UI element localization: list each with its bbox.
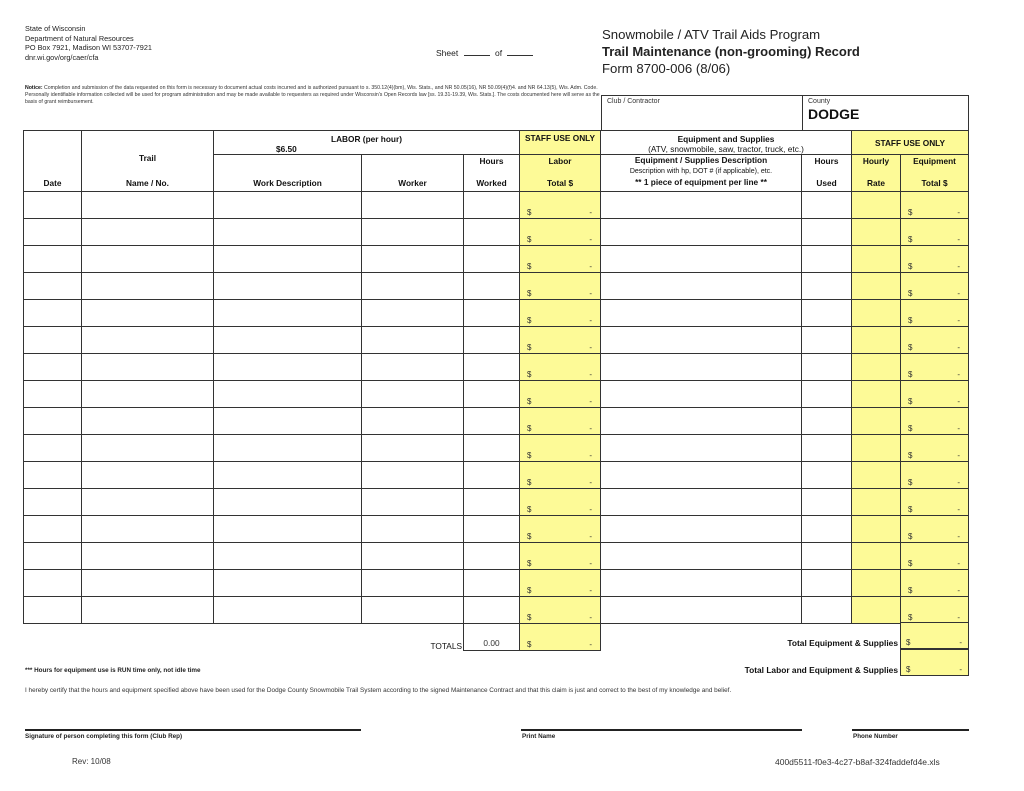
hours-used-cell[interactable] — [802, 462, 852, 489]
hourly-rate-cell[interactable] — [852, 570, 901, 597]
totals-hours: 0.00 — [464, 624, 520, 651]
trail-cell[interactable] — [82, 381, 214, 408]
equipment-total-cell: $ - — [901, 381, 969, 408]
table-row — [24, 435, 969, 462]
equipment-total-cell: $ - — [901, 327, 969, 354]
equipment-description-cell[interactable] — [601, 300, 802, 327]
work-description-cell[interactable] — [214, 327, 362, 354]
trail-cell[interactable] — [82, 246, 214, 273]
trail-cell[interactable] — [82, 273, 214, 300]
col-hours-worked-header: Hours Worked — [464, 155, 520, 192]
program-header — [602, 26, 860, 77]
totals-labor: $ - — [520, 624, 601, 651]
date-cell[interactable] — [24, 381, 82, 408]
table-row — [24, 543, 969, 570]
agency-state: State of Wisconsin — [25, 24, 86, 33]
hourly-rate-cell[interactable] — [852, 300, 901, 327]
work-description-cell[interactable] — [214, 381, 362, 408]
worker-cell[interactable] — [362, 327, 464, 354]
form-title: Trail Maintenance (non-grooming) Record — [602, 44, 860, 59]
hours-used-cell[interactable] — [802, 381, 852, 408]
worker-cell[interactable] — [362, 354, 464, 381]
staff-use-only-equipment-header: STAFF USE ONLY — [852, 131, 969, 155]
date-cell[interactable] — [24, 354, 82, 381]
club-county-box — [601, 95, 969, 131]
worker-cell[interactable] — [362, 192, 464, 219]
certification-statement: I hereby certify that the hours and equipment specified above have been used for the Dodge County Snowmobile Trail System according to the signed Maintenance Contract and that this claim is just and correct to the best of my knowledge and belief. — [25, 687, 732, 694]
equipment-total-cell: $ - — [901, 597, 969, 624]
equipment-header: Equipment and Supplies — [677, 134, 775, 144]
work-description-cell[interactable] — [214, 300, 362, 327]
labor-header: LABOR (per hour) — [331, 134, 402, 144]
county-value: DODGE — [808, 106, 860, 122]
work-description-cell[interactable] — [214, 543, 362, 570]
labor-total-cell: $ - — [520, 543, 601, 570]
labor-total-cell: $ - — [520, 273, 601, 300]
equipment-total-cell: $ - — [901, 219, 969, 246]
equipment-total-cell: $ - — [901, 435, 969, 462]
work-description-cell[interactable] — [214, 246, 362, 273]
date-cell[interactable] — [24, 300, 82, 327]
table-row — [24, 192, 969, 219]
notice-text: Completion and submission of the data requested on this form is necessary to document actual costs incurred and is authorized pursuant to s. 350.12(4)(bm), Wis. Stats., and NR 50.05(16), NR 50.09(4)(f)4. and NR 64.13(5), Wis. Adm. Code. Personally identifiable information collected will be used for program administration and may be made available to requesters as required under Wisconsin's Open Records law [ss. 19.31-19.39, Wis. Stats.]. The costs documented here will serve as the basis of grant reimbursement. — [25, 85, 600, 105]
trail-cell[interactable] — [82, 408, 214, 435]
work-description-cell[interactable] — [214, 597, 362, 624]
table-row — [24, 381, 969, 408]
col-hours-used-header: Hours Used — [802, 155, 852, 192]
trail-cell[interactable] — [82, 219, 214, 246]
equipment-description-cell[interactable] — [601, 462, 802, 489]
labor-total-cell: $ - — [520, 192, 601, 219]
worker-cell[interactable] — [362, 219, 464, 246]
date-cell[interactable] — [24, 246, 82, 273]
hours-used-cell[interactable] — [802, 597, 852, 624]
hourly-rate-cell[interactable] — [852, 462, 901, 489]
date-cell[interactable] — [24, 489, 82, 516]
print-name-line[interactable] — [521, 729, 802, 731]
table-row — [24, 408, 969, 435]
hourly-rate-cell[interactable] — [852, 219, 901, 246]
hourly-rate-cell[interactable] — [852, 489, 901, 516]
labor-total-cell: $ - — [520, 381, 601, 408]
date-cell[interactable] — [24, 327, 82, 354]
hours-worked-cell[interactable] — [464, 300, 520, 327]
work-description-cell[interactable] — [214, 408, 362, 435]
hours-worked-cell[interactable] — [464, 516, 520, 543]
worker-cell[interactable] — [362, 300, 464, 327]
table-row — [24, 354, 969, 381]
hours-worked-cell[interactable] — [464, 381, 520, 408]
hourly-rate-cell[interactable] — [852, 597, 901, 624]
agency-department: Department of Natural Resources — [25, 33, 134, 43]
work-description-cell[interactable] — [214, 192, 362, 219]
hours-used-cell[interactable] — [802, 273, 852, 300]
labor-rate: $6.50 — [276, 144, 297, 154]
trail-cell[interactable] — [82, 462, 214, 489]
revision-label: Rev: 10/08 — [72, 757, 111, 766]
table-row — [24, 219, 969, 246]
sheet-number-field[interactable] — [464, 48, 490, 56]
work-description-cell[interactable] — [214, 570, 362, 597]
hourly-rate-cell[interactable] — [852, 273, 901, 300]
date-cell[interactable] — [24, 408, 82, 435]
equipment-total-cell: $ - — [901, 273, 969, 300]
table-row — [24, 462, 969, 489]
hours-used-cell[interactable] — [802, 435, 852, 462]
hourly-rate-cell[interactable] — [852, 327, 901, 354]
trail-cell[interactable] — [82, 435, 214, 462]
signature-label: Signature of person completing this form (Club Rep) — [25, 733, 183, 740]
labor-total-cell: $ - — [520, 246, 601, 273]
hourly-rate-cell[interactable] — [852, 246, 901, 273]
trail-cell[interactable] — [82, 489, 214, 516]
labor-group-header — [214, 131, 520, 155]
date-cell[interactable] — [24, 543, 82, 570]
program-title: Snowmobile / ATV Trail Aids Program — [602, 27, 821, 42]
equipment-description-cell[interactable] — [601, 408, 802, 435]
table-row — [24, 516, 969, 543]
equipment-description-cell[interactable] — [601, 516, 802, 543]
equipment-hours-footnote: *** Hours for equipment use is RUN time only, not idle time — [25, 667, 201, 674]
equipment-description-cell[interactable] — [601, 273, 802, 300]
worker-cell[interactable] — [362, 435, 464, 462]
hours-used-cell[interactable] — [802, 219, 852, 246]
hours-worked-cell[interactable] — [464, 570, 520, 597]
worker-cell[interactable] — [362, 462, 464, 489]
hours-worked-cell[interactable] — [464, 273, 520, 300]
work-description-cell[interactable] — [214, 516, 362, 543]
hourly-rate-cell[interactable] — [852, 381, 901, 408]
hourly-rate-cell[interactable] — [852, 192, 901, 219]
hours-used-cell[interactable] — [802, 246, 852, 273]
hours-used-cell[interactable] — [802, 570, 852, 597]
hours-worked-cell[interactable] — [464, 462, 520, 489]
trail-cell[interactable] — [82, 570, 214, 597]
equipment-group-header — [601, 131, 852, 155]
col-worker-header: Worker — [362, 155, 464, 192]
date-cell[interactable] — [24, 516, 82, 543]
file-name: 400d5511-f0e3-4c27-b8af-324faddefd4e.xls — [775, 757, 940, 767]
equipment-description-cell[interactable] — [601, 543, 802, 570]
equipment-subheader: (ATV, snowmobile, saw, tractor, truck, etc.) — [648, 144, 804, 154]
print-name-label: Print Name — [522, 733, 556, 740]
worker-cell[interactable] — [362, 273, 464, 300]
worker-cell[interactable] — [362, 489, 464, 516]
equipment-total-cell: $ - — [901, 354, 969, 381]
equipment-description-cell[interactable] — [601, 597, 802, 624]
grand-total-value: $ - — [900, 649, 969, 676]
hourly-rate-cell[interactable] — [852, 408, 901, 435]
date-cell[interactable] — [24, 273, 82, 300]
table-row — [24, 327, 969, 354]
hourly-rate-cell[interactable] — [852, 435, 901, 462]
equipment-total-cell: $ - — [901, 408, 969, 435]
labor-total-cell: $ - — [520, 408, 601, 435]
club-contractor-field[interactable] — [602, 96, 803, 130]
col-trail-header: Trail Name / No. — [82, 131, 214, 192]
hours-used-cell[interactable] — [802, 327, 852, 354]
table-body — [24, 192, 969, 651]
hours-used-cell[interactable] — [802, 543, 852, 570]
table-row — [24, 273, 969, 300]
agency-website: dnr.wi.gov/org/caer/cfa — [25, 52, 99, 62]
hours-worked-cell[interactable] — [464, 327, 520, 354]
labor-total-cell: $ - — [520, 597, 601, 624]
phone-number-line[interactable] — [852, 729, 969, 731]
hourly-rate-cell[interactable] — [852, 354, 901, 381]
equipment-total-cell: $ - — [901, 489, 969, 516]
labor-total-cell: $ - — [520, 489, 601, 516]
hours-used-cell[interactable] — [802, 354, 852, 381]
hours-used-cell[interactable] — [802, 408, 852, 435]
equipment-total-cell: $ - — [901, 192, 969, 219]
work-description-cell[interactable] — [214, 273, 362, 300]
col-hourly-rate-header: Hourly Rate — [852, 155, 901, 192]
form-number: Form 8700-006 (8/06) — [602, 61, 731, 76]
table-row — [24, 489, 969, 516]
hours-worked-cell[interactable] — [464, 543, 520, 570]
date-cell[interactable] — [24, 570, 82, 597]
hours-used-cell[interactable] — [802, 300, 852, 327]
equipment-description-cell[interactable] — [601, 327, 802, 354]
worker-cell[interactable] — [362, 516, 464, 543]
sheet-of-label: of — [494, 48, 503, 58]
trail-cell[interactable] — [82, 516, 214, 543]
trail-cell[interactable] — [82, 192, 214, 219]
table-row — [24, 570, 969, 597]
col-equipment-description-header: Equipment / Supplies Description Description with hp, DOT # (if applicable), etc. ** 1 piece of equipment per line ** — [601, 155, 802, 192]
hours-worked-cell[interactable] — [464, 219, 520, 246]
col-date-header: Date — [24, 131, 82, 192]
equipment-total-cell: $ - — [901, 516, 969, 543]
club-contractor-label: Club / Contractor — [607, 98, 660, 105]
date-cell[interactable] — [24, 219, 82, 246]
worker-cell[interactable] — [362, 246, 464, 273]
hours-worked-cell[interactable] — [464, 408, 520, 435]
hours-worked-cell[interactable] — [464, 489, 520, 516]
hours-worked-cell[interactable] — [464, 597, 520, 624]
equipment-description-cell[interactable] — [601, 219, 802, 246]
hourly-rate-cell[interactable] — [852, 543, 901, 570]
sheet-counter — [436, 48, 536, 58]
privacy-notice — [25, 85, 600, 106]
hours-used-cell[interactable] — [802, 516, 852, 543]
hourly-rate-cell[interactable] — [852, 516, 901, 543]
work-description-cell[interactable] — [214, 219, 362, 246]
table-row — [24, 300, 969, 327]
equipment-description-cell[interactable] — [601, 435, 802, 462]
equipment-total-cell: $ - — [901, 570, 969, 597]
col-work-description-header: Work Description — [214, 155, 362, 192]
col-labor-total-header: Labor Total $ — [520, 155, 601, 192]
agency-po-box: PO Box 7921, Madison WI 53707-7921 — [25, 43, 152, 52]
county-field[interactable] — [803, 96, 968, 130]
labor-total-cell: $ - — [520, 435, 601, 462]
sheet-total-field[interactable] — [507, 48, 533, 56]
notice-label: Notice: — [25, 85, 43, 91]
equipment-description-cell[interactable] — [601, 570, 802, 597]
date-cell[interactable] — [24, 435, 82, 462]
work-description-cell[interactable] — [214, 354, 362, 381]
county-label: County — [808, 98, 831, 105]
table-row — [24, 246, 969, 273]
labor-total-cell: $ - — [520, 354, 601, 381]
equipment-total-cell: $ - — [901, 246, 969, 273]
equipment-total-cell: $ - — [901, 462, 969, 489]
equipment-description-cell[interactable] — [601, 246, 802, 273]
equipment-total-cell: $ - — [901, 543, 969, 570]
labor-total-cell: $ - — [520, 516, 601, 543]
staff-use-only-labor-header: STAFF USE ONLY — [520, 131, 601, 155]
hours-worked-cell[interactable] — [464, 246, 520, 273]
labor-total-cell: $ - — [520, 300, 601, 327]
labor-total-cell: $ - — [520, 462, 601, 489]
hours-worked-cell[interactable] — [464, 192, 520, 219]
labor-total-cell: $ - — [520, 327, 601, 354]
trail-cell[interactable] — [82, 354, 214, 381]
total-equipment-value: $ - — [900, 622, 969, 649]
hours-used-cell[interactable] — [802, 489, 852, 516]
hours-worked-cell[interactable] — [464, 435, 520, 462]
date-cell[interactable] — [24, 597, 82, 624]
equipment-description-cell[interactable] — [601, 381, 802, 408]
maintenance-record-table — [23, 130, 969, 651]
trail-cell[interactable] — [82, 300, 214, 327]
table-row — [24, 597, 969, 624]
equipment-description-cell[interactable] — [601, 192, 802, 219]
phone-number-label: Phone Number — [853, 733, 898, 740]
worker-cell[interactable] — [362, 381, 464, 408]
worker-cell[interactable] — [362, 408, 464, 435]
equipment-description-cell[interactable] — [601, 354, 802, 381]
labor-total-cell: $ - — [520, 570, 601, 597]
agency-address — [25, 24, 152, 62]
work-description-cell[interactable] — [214, 435, 362, 462]
equipment-total-cell: $ - — [901, 300, 969, 327]
hours-used-cell[interactable] — [802, 192, 852, 219]
trail-cell[interactable] — [82, 543, 214, 570]
trail-cell[interactable] — [82, 597, 214, 624]
date-cell[interactable] — [24, 462, 82, 489]
totals-label: TOTALS — [24, 624, 464, 651]
total-equipment-label: Total Equipment & Supplies — [787, 638, 898, 648]
worker-cell[interactable] — [362, 543, 464, 570]
signature-line[interactable] — [25, 729, 361, 731]
trail-cell[interactable] — [82, 327, 214, 354]
work-description-cell[interactable] — [214, 462, 362, 489]
work-description-cell[interactable] — [214, 489, 362, 516]
grand-total-label: Total Labor and Equipment & Supplies — [744, 665, 898, 675]
date-cell[interactable] — [24, 192, 82, 219]
equipment-description-cell[interactable] — [601, 489, 802, 516]
worker-cell[interactable] — [362, 597, 464, 624]
labor-total-cell: $ - — [520, 219, 601, 246]
sheet-label: Sheet — [436, 48, 459, 58]
col-equipment-total-header: Equipment Total $ — [901, 155, 969, 192]
hours-worked-cell[interactable] — [464, 354, 520, 381]
worker-cell[interactable] — [362, 570, 464, 597]
